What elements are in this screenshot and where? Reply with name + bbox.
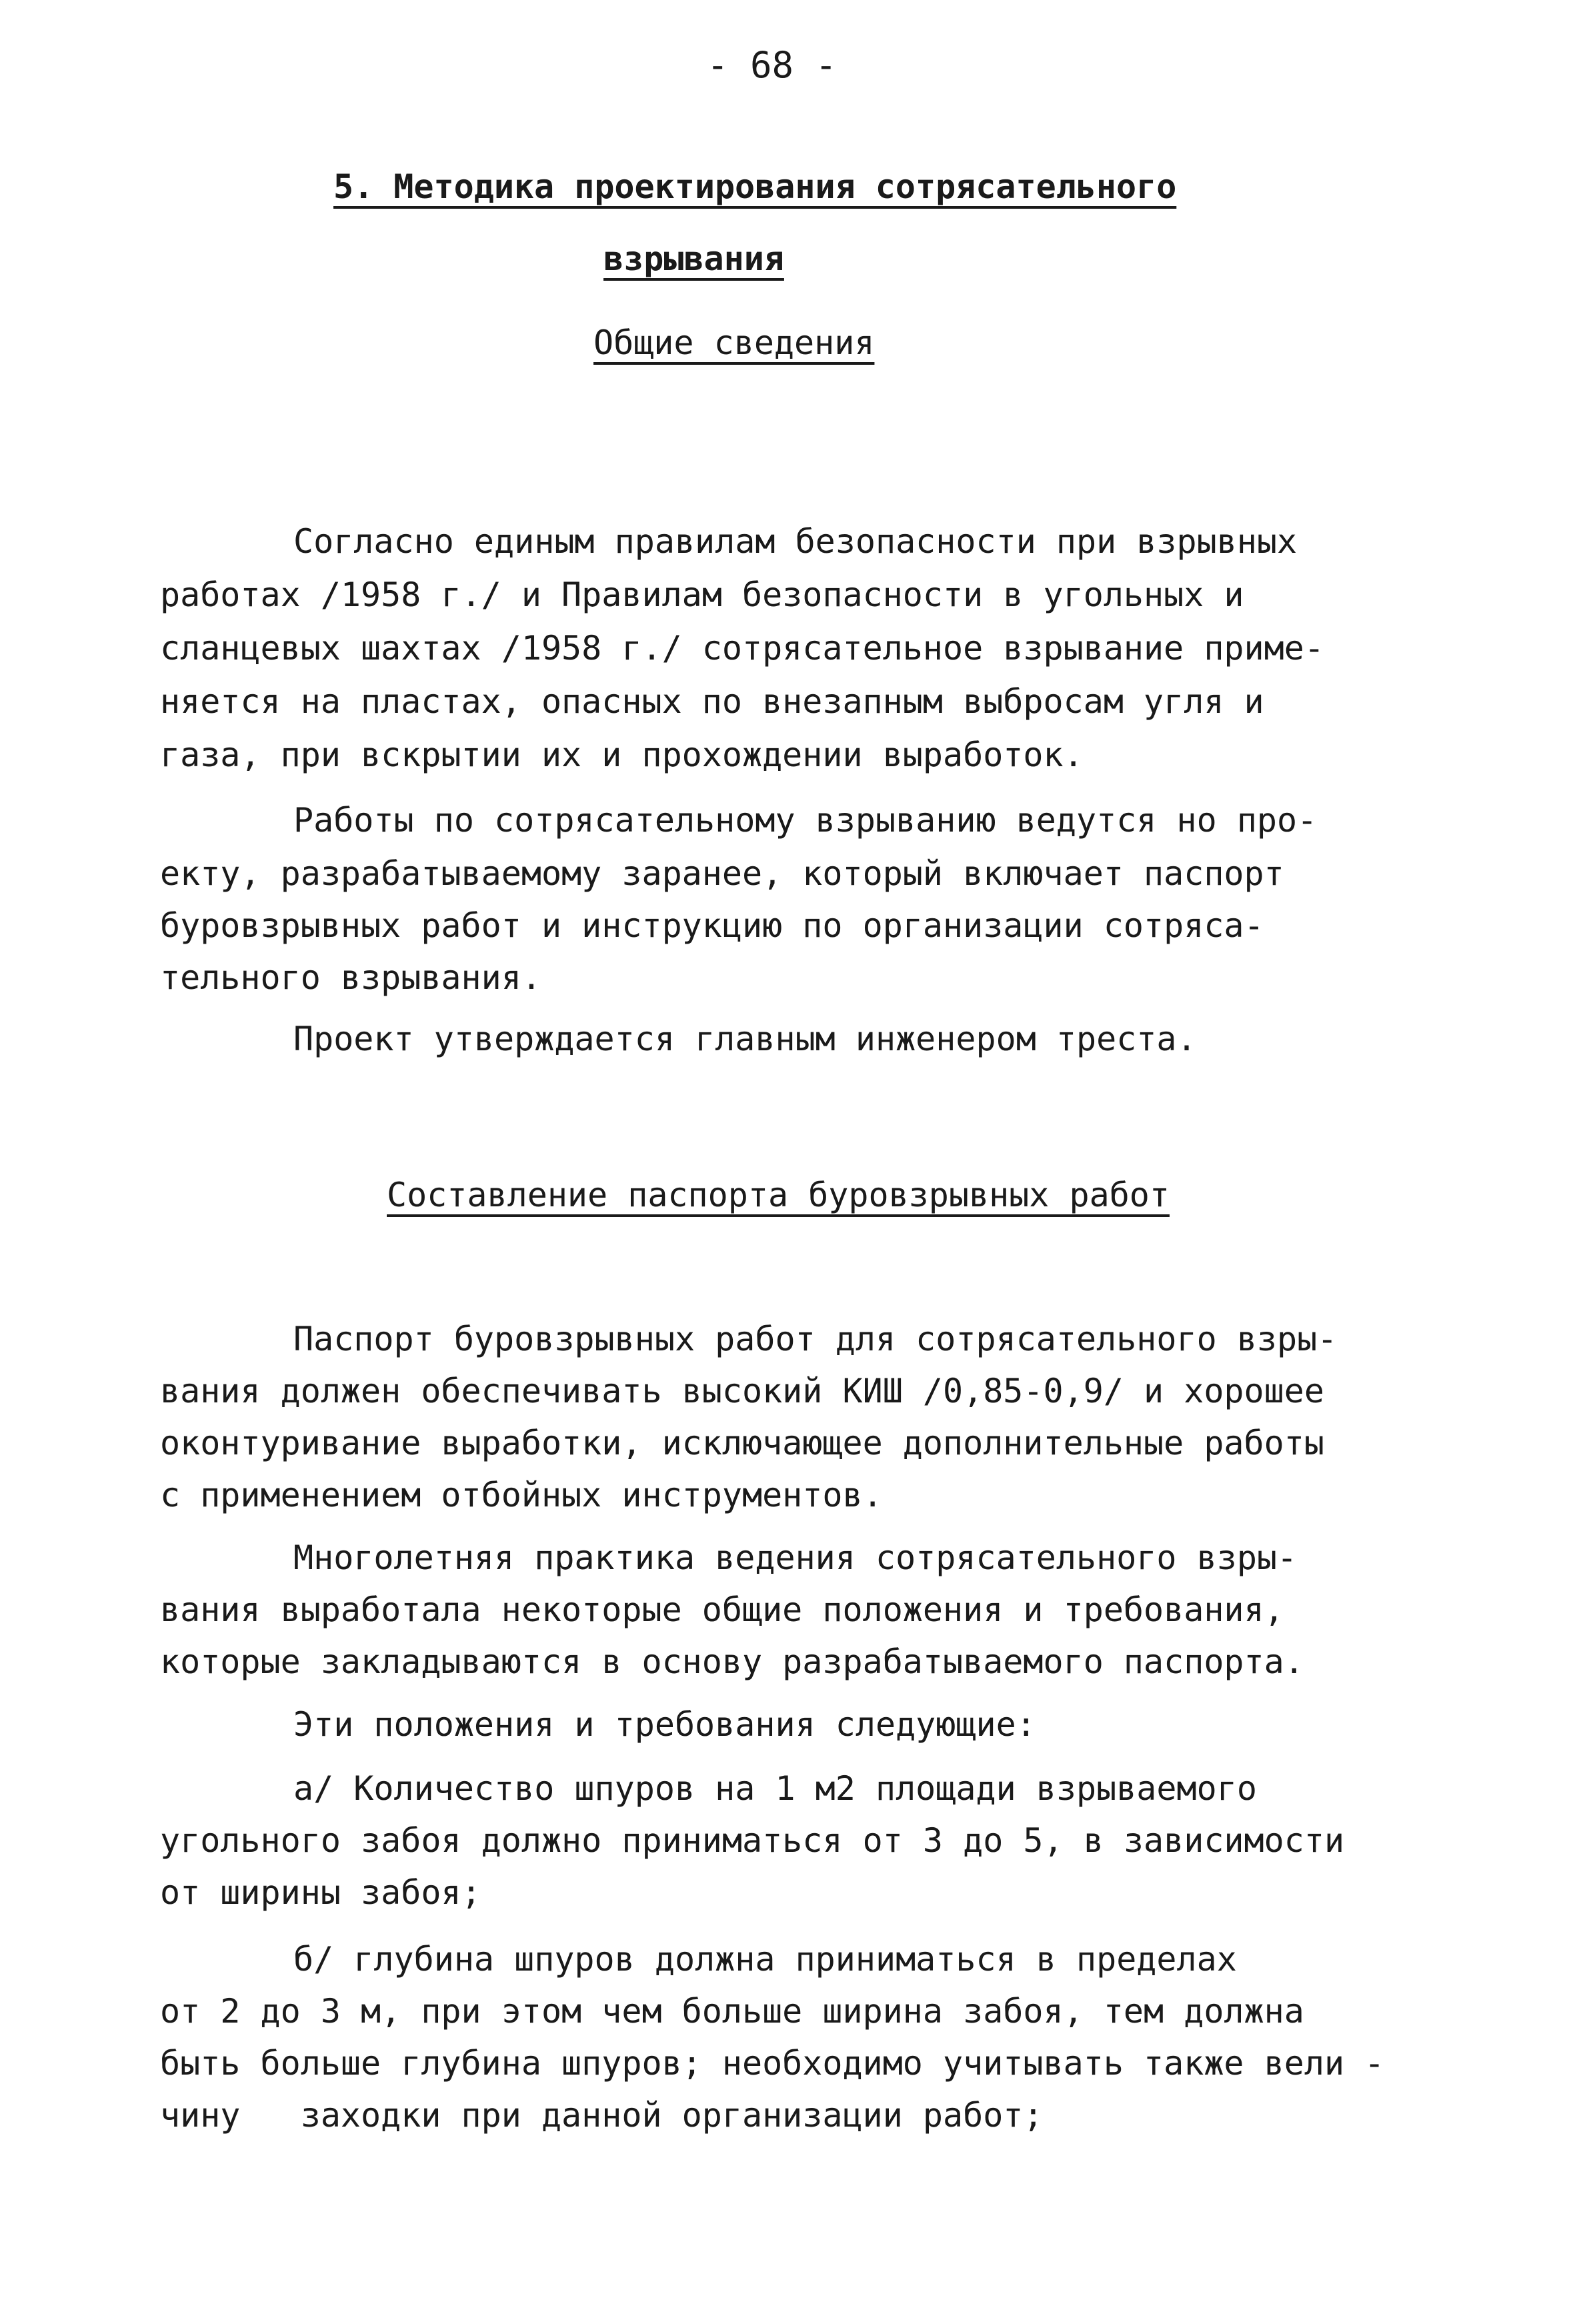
paragraph-line: Эти положения и требования следующие: xyxy=(293,1705,1036,1744)
paragraph-line: вания должен обеспечивать высокий КИШ /0,85-0,9/ и хорошее xyxy=(160,1372,1324,1410)
paragraph-line: газа, при вскрытии их и прохождении выработок. xyxy=(160,736,1084,774)
paragraph-line: екту, разрабатываемому заранее, который включает паспорт xyxy=(160,854,1284,893)
list-item-line: а/ Количество шпуров на 1 м2 площади взрываемого xyxy=(293,1769,1257,1808)
paragraph-line: оконтуривание выработки, исключающее дополнительные работы xyxy=(160,1424,1324,1462)
list-item-line: угольного забоя должно приниматься от 3 до 5, в зависимости xyxy=(160,1821,1345,1860)
paragraph-line: которые закладываются в основу разрабатываемого паспорта. xyxy=(160,1642,1304,1681)
paragraph-line: вания выработала некоторые общие положения и требования, xyxy=(160,1590,1284,1629)
paragraph-line: няется на пластах, опасных по внезапным выбросам угля и xyxy=(160,682,1264,721)
paragraph-line: Работы по сотрясательному взрыванию ведутся но про- xyxy=(293,801,1318,840)
list-item-line: быть больше глубина шпуров; необходимо учитывать также вели - xyxy=(160,2044,1385,2083)
list-item-line: б/ глубина шпуров должна приниматься в пределах xyxy=(293,1940,1237,1979)
section-title-line2: взрывания xyxy=(603,239,784,278)
paragraph-line: сланцевых шахтах /1958 г./ сотрясательное взрывание приме- xyxy=(160,629,1324,668)
page-number: - 68 - xyxy=(707,44,838,86)
list-item-line: от 2 до 3 м, при этом чем больше ширина забоя, тем должна xyxy=(160,1992,1304,2031)
paragraph-line: Многолетняя практика ведения сотрясательного взры- xyxy=(293,1538,1298,1577)
paragraph-line: Паспорт буровзрывных работ для сотрясательного взры- xyxy=(293,1320,1338,1358)
paragraph-line: Проект утверждается главным инженером треста. xyxy=(293,1020,1197,1058)
section-title-line1: 5. Методика проектирования сотрясательного xyxy=(333,167,1177,206)
paragraph-line: работах /1958 г./ и Правилам безопасности в угольных и xyxy=(160,575,1244,614)
list-item-line: от ширины забоя; xyxy=(160,1873,481,1912)
subsection-passport-heading: Составление паспорта буровзрывных работ xyxy=(387,1176,1170,1214)
list-item-line: чину заходки при данной организации работ; xyxy=(160,2096,1044,2135)
paragraph-line: Согласно единым правилам безопасности при взрывных xyxy=(293,522,1298,561)
subsection-general-heading: Общие сведения xyxy=(593,323,875,362)
paragraph-line: тельного взрывания. xyxy=(160,958,541,997)
paragraph-line: буровзрывных работ и инструкцию по организации сотряса- xyxy=(160,906,1264,945)
paragraph-line: с применением отбойных инструментов. xyxy=(160,1476,883,1514)
